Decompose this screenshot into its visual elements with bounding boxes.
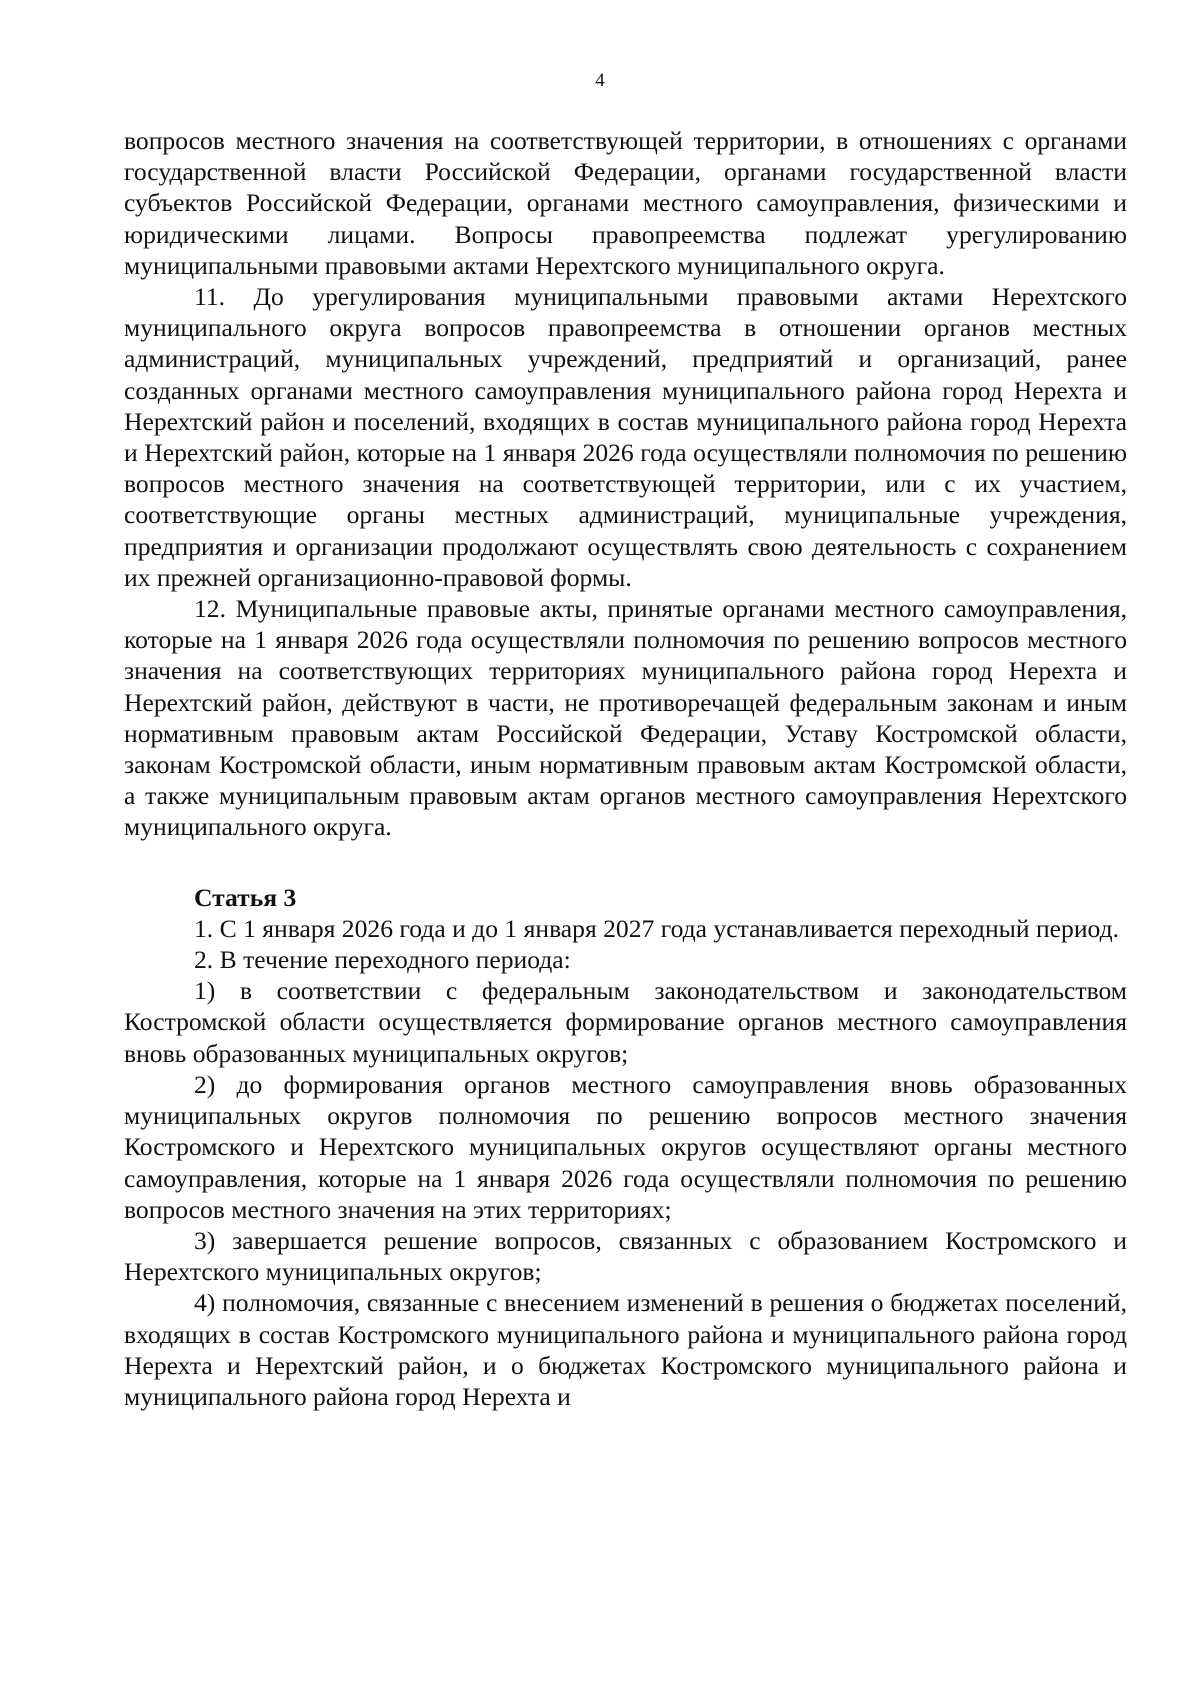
paragraph-continuation: вопросов местного значения на соответствующей территории, в отношениях с органами государственной власти Российской Федерации, органами государственной власти субъектов Российской Федерации, органами местного самоуправления, физическими и юридическими лицами. Вопросы правопреемства подлежат урегулированию муниципальными правовыми актами Нерехтского муниципального округа.	[124, 126, 1127, 280]
paragraph-article3-item-1: 1. С 1 января 2026 года и до 1 января 2027 года устанавливается переходный период.	[194, 913, 1119, 943]
document-body	[124, 125, 1127, 1412]
paragraph-subitem-2: 2) до формирования органов местного самоуправления вновь образованных муниципальных округов полномочия по решению вопросов местного значения Костромского и Нерехтского муниципальных округов осуществляют органы местного самоуправления, которые на 1 января 2026 года осуществляли полномочия по решению вопросов местного значения на этих территориях;	[124, 1069, 1127, 1224]
paragraph-subitem-3: 3) завершается решение вопросов, связанных с образованием Костромского и Нерехтского муниципальных округов;	[124, 1225, 1127, 1287]
article-heading: Статья 3	[194, 882, 297, 912]
paragraph-item-12: 12. Муниципальные правовые акты, принятые органами местного самоуправления, которые на 1 января 2026 года осуществляли полномочия по решению вопросов местного значения на соответствующих территориях муниципального района город Нерехта и Нерехтский район, действуют в части, не противоречащей федеральным законам и иным нормативным правовым актам Российской Федерации, Уставу Костромской области, законам Костромской области, иным нормативным правовым актам Костромской области, а также муниципальным правовым актам органов местного самоуправления Нерехтского муниципального округа.	[124, 594, 1127, 842]
paragraph-subitem-1: 1) в соответствии с федеральным законодательством и законодательством Костромской области осуществляется формирование органов местного самоуправления вновь образованных муниципальных округов;	[124, 976, 1127, 1068]
paragraph-subitem-4: 4) полномочия, связанные с внесением изменений в решения о бюджетах поселений, входящих в состав Костромского муниципального района и муниципального района город Нерехта и Нерехтский район, и о бюджетах Костромского муниципального района и муниципального района город Нерехта и	[124, 1288, 1127, 1411]
paragraph-article3-item-2: 2. В течение переходного периода:	[194, 945, 571, 975]
page-number: 4	[595, 70, 605, 91]
paragraph-item-11: 11. До урегулирования муниципальными правовыми актами Нерехтского муниципального округа вопросов правопреемства в отношении органов местных администраций, муниципальных учреждений, предприятий и организаций, ранее созданных органами местного самоуправления муниципального района город Нерехта и Нерехтский район и поселений, входящих в состав муниципального района город Нерехта и Нерехтский район, которые на 1 января 2026 года осуществляли полномочия по решению вопросов местного значения на соответствующей территории, или с их участием, соответствующие органы местных администраций, муниципальные учреждения, предприятия и организации продолжают осуществлять свою деятельность с сохранением их прежней организационно-правовой формы.	[124, 282, 1127, 592]
